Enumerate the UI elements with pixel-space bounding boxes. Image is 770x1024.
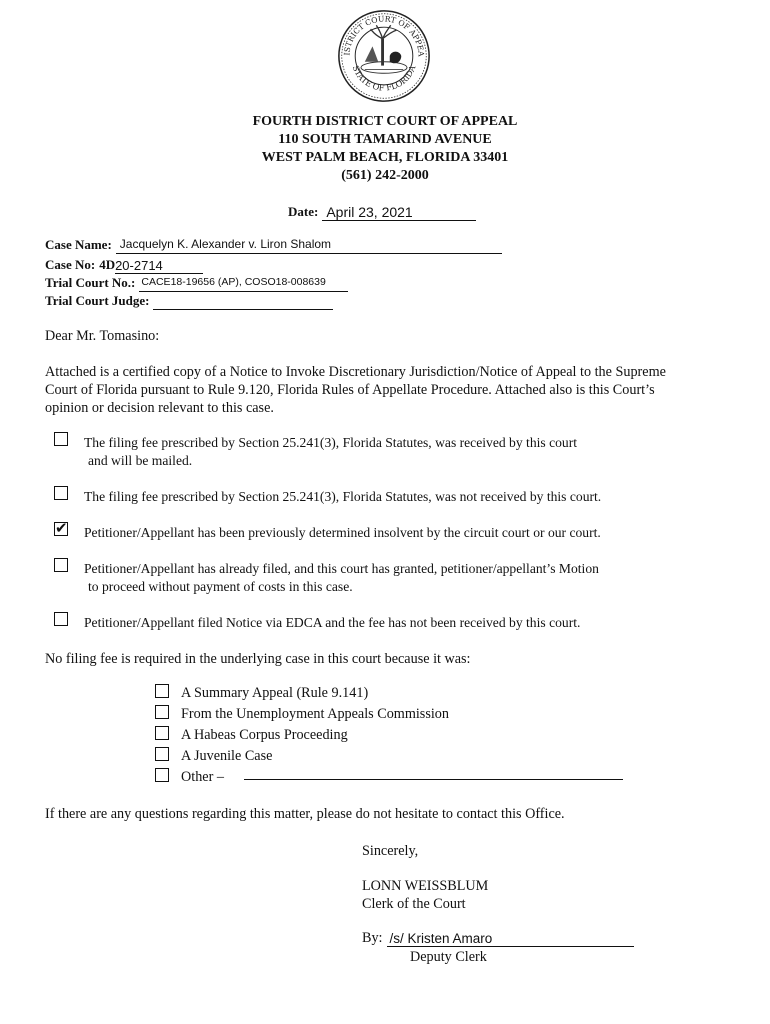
trial-court-number-label: Trial Court No.:: [45, 275, 136, 290]
clerk-name: LONN WEISSBLUM: [362, 878, 489, 894]
case-name-label: Case Name:: [45, 237, 112, 252]
trial-court-judge-label: Trial Court Judge:: [45, 293, 150, 308]
case-name-row: [45, 236, 502, 254]
clerk-title: Clerk of the Court: [362, 896, 466, 912]
court-name: FOURTH DISTRICT COURT OF APPEAL: [252, 114, 518, 129]
motion-granted-checkbox[interactable]: [54, 558, 68, 572]
filing-fee-not-received-checkbox[interactable]: [54, 486, 68, 500]
other-label: Other –: [181, 769, 224, 785]
case-name-field[interactable]: Jacquelyn K. Alexander v. Liron Shalom: [116, 238, 502, 254]
option-4-line-1: Petitioner/Appellant has already filed, and this court has granted, petitioner/appellant’s Motion: [84, 561, 599, 576]
trial-court-judge-row: [45, 292, 333, 310]
other-checkbox[interactable]: [155, 768, 169, 782]
habeas-corpus-label: A Habeas Corpus Proceeding: [181, 727, 348, 743]
summary-appeal-label: A Summary Appeal (Rule 9.141): [181, 685, 369, 701]
sincerely: Sincerely,: [362, 843, 419, 859]
option-1-line-1: The filing fee prescribed by Section 25.241(3), Florida Statutes, was received by this court: [84, 435, 578, 450]
trial-court-number-field[interactable]: CACE18-19656 (AP), COSO18-008639: [139, 276, 348, 292]
option-1-line-2: and will be mailed.: [88, 453, 193, 468]
option-3-line-1: Petitioner/Appellant has been previously determined insolvent by the circuit court or our court.: [84, 525, 601, 540]
no-fee-intro: No filing fee is required in the underlying case in this court because it was:: [45, 651, 471, 667]
court-city-address: WEST PALM BEACH, FLORIDA 33401: [261, 150, 509, 165]
insolvent-checkbox[interactable]: [54, 522, 68, 536]
trial-court-judge-field[interactable]: [153, 296, 333, 310]
case-number-row: [45, 256, 203, 274]
svg-text:DISTRICT COURT OF APPEAL: ISTRICT COURT OF APPEA: [342, 14, 426, 57]
edca-checkbox[interactable]: [54, 612, 68, 626]
case-number-label: Case No:: [45, 257, 96, 272]
other-field[interactable]: [244, 779, 623, 780]
signature-field[interactable]: /s/ Kristen Amaro: [387, 931, 634, 947]
juvenile-case-label: A Juvenile Case: [181, 748, 273, 764]
option-2-line-1: The filing fee prescribed by Section 25.241(3), Florida Statutes, was not received by this court.: [84, 489, 602, 504]
date-label: Date:: [288, 204, 319, 219]
date-row: [288, 203, 476, 221]
date-field[interactable]: April 23, 2021: [322, 205, 476, 221]
habeas-corpus-checkbox[interactable]: [155, 726, 169, 740]
unemployment-appeals-label: From the Unemployment Appeals Commission: [181, 706, 449, 722]
deputy-clerk-title: Deputy Clerk: [410, 949, 487, 965]
court-phone: (561) 242-2000: [341, 168, 429, 183]
closing-text: If there are any questions regarding this matter, please do not hesitate to contact this Office.: [45, 806, 565, 822]
svg-text:STATE OF FLORIDA: STATE OF FLORIDA: [350, 63, 418, 93]
intro-line-2: Court of Florida pursuant to Rule 9.120, Florida Rules of Appellate Procedure. Attached also is this Court’s: [45, 382, 655, 398]
option-5-line-1: Petitioner/Appellant filed Notice via EDCA and the fee has not been received by this court.: [84, 615, 581, 630]
filing-fee-received-checkbox[interactable]: [54, 432, 68, 446]
signature-row: [362, 929, 634, 947]
intro-line-1: Attached is a certified copy of a Notice to Invoke Discretionary Jurisdiction/Notice of Appeal to the Supreme: [45, 364, 666, 380]
summary-appeal-checkbox[interactable]: [155, 684, 169, 698]
by-label: By:: [362, 930, 383, 946]
unemployment-appeals-checkbox[interactable]: [155, 705, 169, 719]
intro-line-3: opinion or decision relevant to this case.: [45, 400, 274, 416]
option-4-line-2: to proceed without payment of costs in this case.: [88, 579, 353, 594]
court-street-address: 110 SOUTH TAMARIND AVENUE: [278, 132, 492, 147]
juvenile-case-checkbox[interactable]: [155, 747, 169, 761]
case-number-prefix: 4D: [99, 257, 116, 272]
trial-court-number-row: [45, 274, 348, 292]
case-number-field[interactable]: 20-2714: [115, 258, 203, 274]
court-seal-logo: [336, 8, 432, 104]
salutation: Dear Mr. Tomasino:: [45, 328, 160, 344]
